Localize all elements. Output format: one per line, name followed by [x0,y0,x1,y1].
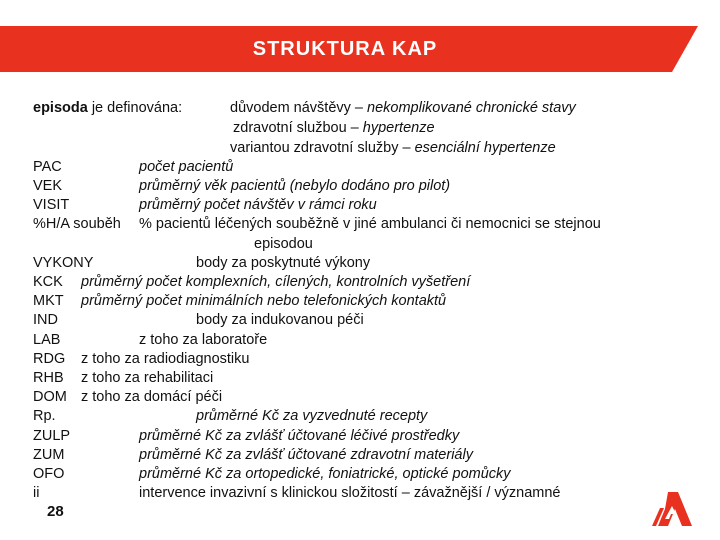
row-desc: průměrné Kč za zvlášť účtované léčivé prostředky [139,428,460,444]
page-number: 28 [47,503,64,520]
row-abbr: KCK [33,274,63,290]
episoda-line-2 [233,120,435,137]
row-abbr: %H/A souběh [33,216,121,232]
logo-icon [652,492,692,526]
row-desc: průměrné Kč za vyzvednuté recepty [196,408,428,424]
episoda-term: episoda [33,100,88,116]
row-abbr: OFO [33,466,65,482]
row-desc: průměrný počet minimálních nebo telefonických kontaktů [81,293,447,309]
row-desc: % pacientů léčených souběžně v jiné ambulanci či nemocnici se stejnou [139,216,601,232]
row-abbr: MKT [33,293,64,309]
row-abbr: RHB [33,370,64,386]
episoda-line-1 [230,100,576,117]
row-desc: z toho za radiodiagnostiku [81,351,250,367]
row-desc: průměrné Kč za zvlášť účtované zdravotní materiály [139,447,473,463]
row-abbr: VEK [33,178,63,194]
row-abbr: RDG [33,351,66,367]
episoda-line-3-italic: esenciální hypertenze [414,140,556,156]
row-desc-continuation: episodou [254,236,313,252]
row-abbr: PAC [33,159,62,175]
row-desc: počet pacientů [139,159,234,175]
row-abbr: ZUM [33,447,65,463]
episoda-label [33,100,182,117]
episoda-line-3-text: variantou zdravotní služby – [230,140,415,156]
episoda-line-1-text: důvodem návštěvy – [230,100,368,116]
row-desc: průměrný počet komplexních, cílených, kontrolních vyšetření [81,274,471,290]
row-abbr: LAB [33,332,61,348]
episoda-line-1-italic: nekomplikované chronické stavy [367,100,576,116]
row-abbr: ZULP [33,428,71,444]
row-desc: z toho za laboratoře [139,332,268,348]
episoda-line-2-italic: hypertenze [362,120,435,136]
row-abbr: Rp. [33,408,56,424]
row-desc: z toho za rehabilitaci [81,370,214,386]
episoda-def-prefix: je definována: [87,100,183,116]
row-abbr: VYKONY [33,255,94,271]
row-desc: průměrné Kč za ortopedické, foniatrické, optické pomůcky [139,466,511,482]
row-desc: body za indukovanou péči [196,312,364,328]
row-abbr: VISIT [33,197,70,213]
row-desc: z toho za domácí péči [81,389,223,405]
row-desc: intervence invazivní s klinickou složitostí – závažnější / významné [139,485,561,501]
row-desc: průměrný věk pacientů (nebylo dodáno pro pilot) [139,178,451,194]
row-abbr: DOM [33,389,67,405]
row-desc: průměrný počet návštěv v rámci roku [139,197,377,213]
slide-title: STRUKTURA KAP [252,38,438,60]
episoda-line-2-text: zdravotní službou – [233,120,363,136]
episoda-line-3 [230,140,556,157]
row-abbr: ii [33,485,40,501]
row-abbr: IND [33,312,58,328]
row-desc: body za poskytnuté výkony [196,255,371,271]
